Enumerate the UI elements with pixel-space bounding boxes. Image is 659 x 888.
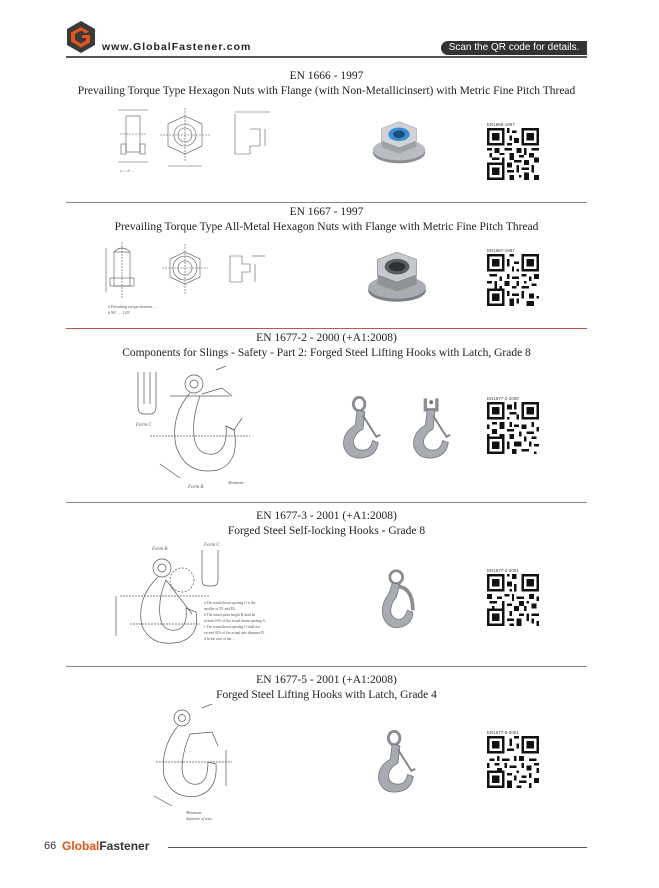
qr-caption: EN1666-1997	[487, 122, 515, 127]
qr-caption: EN1677-3-2001	[487, 568, 519, 573]
svg-text:a Prevailing torque element…: a Prevailing torque element…	[108, 304, 157, 309]
global-fastener-logo-icon	[66, 20, 96, 54]
standard-section	[66, 70, 587, 204]
flange-nylon-nut-image	[370, 114, 428, 172]
standard-section	[66, 672, 587, 822]
footer-brand-global: Global	[62, 839, 100, 853]
section-divider	[66, 502, 587, 503]
page-number: 66	[44, 840, 57, 852]
self-locking-hook-image	[376, 568, 422, 636]
section-divider	[66, 666, 587, 667]
svg-text:c The actual throat opening G: c The actual throat opening G shall not	[204, 625, 260, 629]
header-divider	[66, 56, 587, 58]
qr-code[interactable]	[487, 396, 539, 459]
standard-code: EN 1667 - 1997	[289, 206, 364, 218]
svg-text:Form C: Form C	[136, 423, 152, 428]
qr-caption: EN1667-1997	[487, 248, 515, 253]
standard-code: EN 1677-2 - 2000 (+A1:2008)	[256, 332, 397, 344]
svg-text:Minimum: Minimum	[228, 480, 244, 485]
standard-section	[66, 206, 587, 330]
qr-code[interactable]	[487, 248, 539, 311]
technical-drawing	[100, 540, 280, 660]
svg-text:Form B: Form B	[152, 547, 168, 552]
qr-caption: EN1677-5-2001	[487, 730, 519, 735]
qr-code-icon	[487, 254, 539, 306]
standard-code: EN 1666 - 1997	[289, 70, 364, 82]
standard-title: Prevailing Torque Type Hexagon Nuts with Flange (with Non-Metallicinsert) with Metric Fine Pitch Thread	[77, 85, 576, 97]
all-metal-flange-nut-image	[366, 246, 428, 308]
svg-text:Form B: Form B	[188, 485, 204, 490]
qr-code[interactable]	[487, 730, 539, 793]
standard-code: EN 1677-3 - 2001 (+A1:2008)	[256, 510, 397, 522]
section-divider	[66, 328, 587, 329]
standard-title: Components for Slings - Safety - Part 2: Forged Steel Lifting Hooks with Latch, Grade 8	[122, 347, 531, 359]
svg-text:Form C: Form C	[204, 543, 220, 548]
qr-notice-badge: Scan the QR code for details.	[441, 41, 587, 55]
svg-text:at least 65% of the actual thr: at least 65% of the actual throat opening G	[204, 619, 266, 623]
svg-text:smaller of D1 and D2.: smaller of D1 and D2.	[204, 607, 237, 611]
svg-text:s — d …: s — d …	[120, 168, 135, 173]
standard-code: EN 1677-5 - 2001 (+A1:2008)	[256, 674, 397, 686]
section-divider	[66, 202, 587, 203]
svg-text:d In the case of the…: d In the case of the…	[204, 637, 235, 641]
svg-text:diameter of axis: diameter of axis	[186, 816, 212, 821]
standard-section	[66, 506, 587, 668]
qr-code-icon	[487, 128, 539, 180]
footer-divider	[168, 847, 587, 848]
qr-code-icon	[487, 574, 539, 626]
standard-title: Forged Steel Lifting Hooks with Latch, Grade 4	[216, 689, 437, 701]
qr-code-icon	[487, 736, 539, 788]
technical-drawing	[136, 704, 246, 824]
svg-text:a The actual throat opening G: a The actual throat opening G is the	[204, 601, 256, 605]
qr-code[interactable]	[487, 568, 539, 631]
technical-drawing	[100, 238, 270, 323]
svg-text:b 90° … 120°: b 90° … 120°	[108, 310, 131, 315]
lifting-hook-with-latch-image	[338, 396, 386, 464]
qr-code[interactable]	[487, 122, 539, 185]
qr-code-icon	[487, 402, 539, 454]
standard-section	[66, 332, 587, 504]
standard-title: Prevailing Torque Type All-Metal Hexagon Nuts with Flange with Metric Fine Pitch Thread	[114, 221, 539, 233]
footer-brand-fastener: Fastener	[99, 839, 150, 853]
technical-drawing	[110, 104, 280, 179]
lifting-hook-with-latch-image	[373, 730, 421, 798]
standard-title: Forged Steel Self-locking Hooks - Grade 8	[227, 525, 426, 537]
clevis-lifting-hook-image	[410, 396, 458, 464]
qr-caption: EN1677-2-2000	[487, 396, 519, 401]
svg-text:b The actual point height B s: b The actual point height B shall be	[204, 613, 256, 617]
svg-text:exceed 91% of the actual axis: exceed 91% of the actual axis diameter D.	[204, 631, 265, 635]
site-url[interactable]: www.GlobalFastener.com	[102, 41, 252, 53]
footer-brand	[62, 839, 149, 853]
technical-drawing	[130, 366, 290, 496]
svg-text:Minimum: Minimum	[186, 810, 202, 815]
